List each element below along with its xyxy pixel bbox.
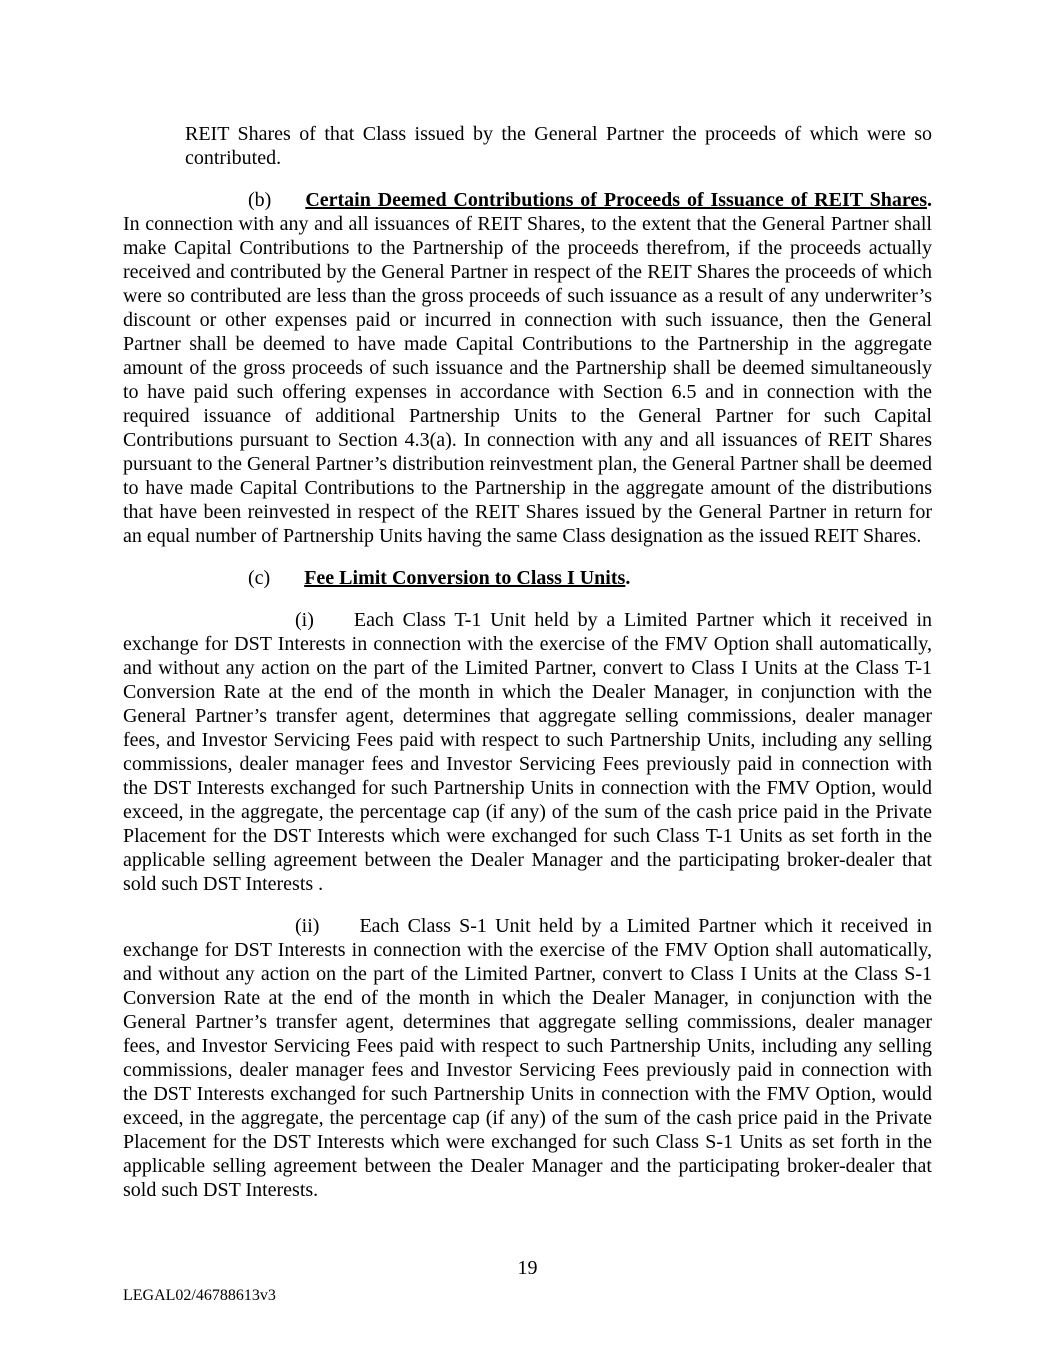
item-ii-paragraph — [123, 914, 932, 1202]
section-c-heading-period: . — [625, 567, 631, 589]
document-content — [123, 122, 932, 1220]
item-i-label: (i) — [295, 609, 314, 631]
item-ii-body: Each Class S-1 Unit held by a Limited Partner which it received in exchange for DST Interests in connection with the exercise of the FMV Option shall automatically, and without any action on the part of the Limited Partner, convert to Class I Units at the Class S-1 Conversion Rate at the end of the month in which the Dealer Manager, in conjunction with the General Partner’s transfer agent, determines that aggregate selling commissions, dealer manager fees, and Investor Servicing Fees paid with respect to such Partnership Units, including any selling commissions, dealer manager fees and Investor Servicing Fees previously paid in connection with the DST Interests exchanged for such Partnership Units in connection with the FMV Option, would exceed, in the aggregate, the percentage cap (if any) of the sum of the cash price paid in the Private Placement for the DST Interests which were exchanged for such Class S-1 Units as set forth in the applicable selling agreement between the Dealer Manager and the participating broker-dealer that sold such DST Interests. — [123, 915, 932, 1201]
section-c-heading-line — [123, 566, 932, 590]
item-i-body: Each Class T-1 Unit held by a Limited Partner which it received in exchange for DST Interests in connection with the exercise of the FMV Option shall automatically, and without any action on the part of the Limited Partner, convert to Class I Units at the Class T-1 Conversion Rate at the end of the month in which the Dealer Manager, in conjunction with the General Partner’s transfer agent, determines that aggregate selling commissions, dealer manager fees, and Investor Servicing Fees paid with respect to such Partnership Units, including any selling commissions, dealer manager fees and Investor Servicing Fees previously paid in connection with the DST Interests exchanged for such Partnership Units in connection with the FMV Option, would exceed, in the aggregate, the percentage cap (if any) of the sum of the cash price paid in the Private Placement for the DST Interests which were exchanged for such Class T-1 Units as set forth in the applicable selling agreement between the Dealer Manager and the participating broker-dealer that sold such DST Interests . — [123, 609, 932, 895]
intro-paragraph — [123, 122, 932, 170]
intro-paragraph-text: REIT Shares of that Class issued by the General Partner the proceeds of which were so contributed. — [185, 123, 932, 169]
section-b-paragraph — [123, 188, 932, 548]
page-number: 19 — [517, 1257, 538, 1279]
document-id-footer: LEGAL02/46788613v3 — [123, 1287, 276, 1304]
section-b-heading-period: . — [927, 189, 932, 211]
section-c-heading: Fee Limit Conversion to Class I Units — [304, 567, 626, 589]
item-i-paragraph — [123, 608, 932, 896]
section-b-body: In connection with any and all issuances of REIT Shares, to the extent that the General Partner shall make Capital Contributions to the Partnership of the proceeds therefrom, if the proceeds actually received and contributed by the General Partner in respect of the REIT Shares the proceeds of which were so contributed are less than the gross proceeds of such issuance as a result of any underwriter’s discount or other expenses paid or incurred in connection with such issuance, then the General Partner shall be deemed to have made Capital Contributions to the Partnership in the aggregate amount of the gross proceeds of such issuance and the Partnership shall be deemed simultaneously to have paid such offering expenses in accordance with Section 6.5 and in connection with the required issuance of additional Partnership Units to the General Partner for such Capital Contributions pursuant to Section 4.3(a). In connection with any and all issuances of REIT Shares pursuant to the General Partner’s distribution reinvestment plan, the General Partner shall be deemed to have made Capital Contributions to the Partnership in the aggregate amount of the distributions that have been reinvested in respect of the REIT Shares issued by the General Partner in return for an equal number of Partnership Units having the same Class designation as the issued REIT Shares. — [123, 213, 932, 547]
section-c-label: (c) — [248, 567, 271, 589]
section-b-heading: Certain Deemed Contributions of Proceeds of Issuance of REIT Shares — [305, 189, 927, 211]
item-ii-label: (ii) — [295, 915, 320, 937]
section-b-label: (b) — [248, 189, 272, 211]
